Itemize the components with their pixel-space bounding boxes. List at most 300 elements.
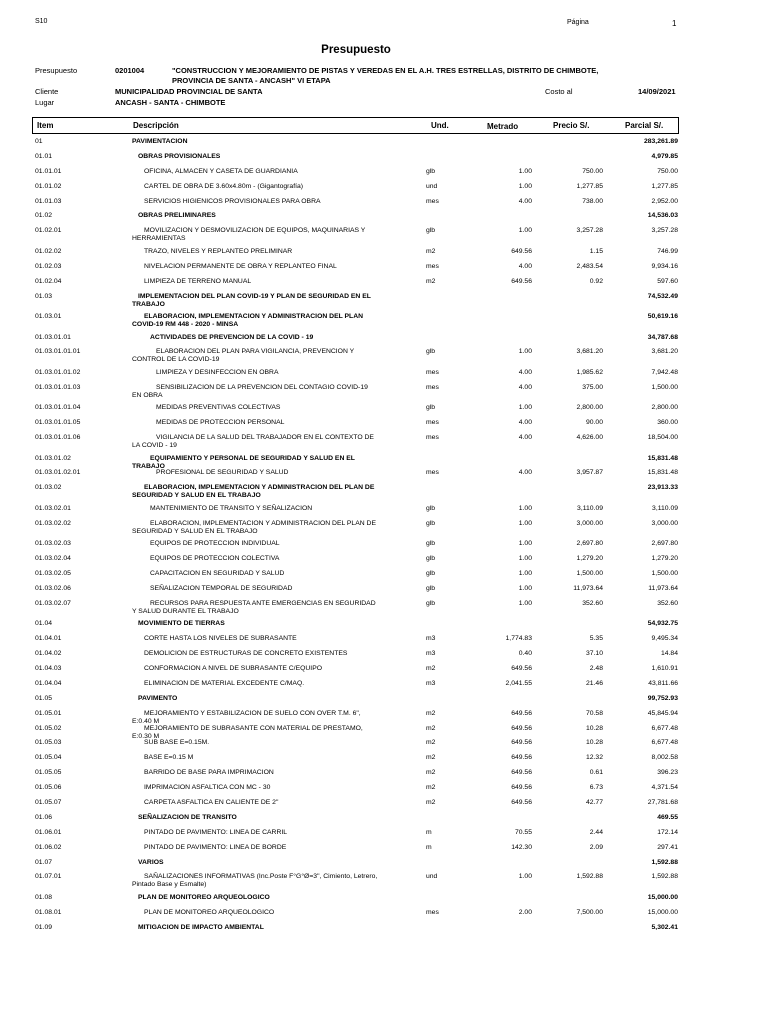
cost-date-label: Costo al <box>545 87 573 96</box>
item-partial: 15,000.00 <box>647 908 678 916</box>
item-unit: glb <box>426 348 436 356</box>
item-description: NIVELACION PERMANENTE DE OBRA Y REPLANTEO FINAL <box>144 262 337 270</box>
item-description: ELABORACION, IMPLEMENTACION Y ADMINISTRACION DEL PLAN DE SEGURIDAD Y SALUD EN EL TRABAJO <box>132 484 375 500</box>
item-price: 1.15 <box>589 247 603 255</box>
item-partial: 1,592.88 <box>651 873 678 881</box>
item-metrado: 4.00 <box>518 262 532 270</box>
item-description: IMPLEMENTACION DEL PLAN COVID-19 Y PLAN DE SEGURIDAD EN EL TRABAJO <box>132 292 371 308</box>
item-metrado: 1.00 <box>518 167 532 175</box>
cost-date: 14/09/2021 <box>638 87 676 96</box>
item-description: ACTIVIDADES DE PREVENCION DE LA COVID - 19 <box>150 333 314 341</box>
page-label: Página <box>567 19 589 26</box>
item-price: 3,110.09 <box>577 504 603 512</box>
item-metrado: 4.00 <box>518 469 532 477</box>
item-metrado: 1.00 <box>518 227 532 235</box>
budget-item-row <box>0 768 768 783</box>
item-metrado: 1.00 <box>518 348 532 356</box>
item-partial: 2,697.80 <box>651 540 678 548</box>
item-partial: 1,500.00 <box>651 570 678 578</box>
col-unit: Und. <box>431 121 449 130</box>
item-code: 01.04.03 <box>35 664 62 672</box>
item-price: 2.09 <box>589 843 603 851</box>
item-partial: 4,371.54 <box>651 784 678 792</box>
budget-item-row <box>0 908 768 923</box>
item-metrado: 4.00 <box>518 368 532 376</box>
item-partial: 14,536.03 <box>647 212 678 220</box>
item-description: MEJORAMIENTO DE SUBRASANTE CON MATERIAL DE PRESTAMO, E:0.30 M <box>132 724 363 740</box>
item-metrado: 2,041.55 <box>505 679 532 687</box>
item-partial: 14.84 <box>660 650 678 658</box>
item-metrado: 1.00 <box>518 519 532 527</box>
budget-title-row <box>0 152 768 167</box>
budget-item-row <box>0 383 768 404</box>
col-description: Descripción <box>133 121 179 130</box>
item-metrado: 649.56 <box>511 709 532 717</box>
item-price: 352.60 <box>582 599 603 607</box>
item-metrado: 2.00 <box>518 908 532 916</box>
item-description: MEJORAMIENTO Y ESTABILIZACION DE SUELO CON OVER T.M. 6", E:0.40 M <box>132 709 361 725</box>
item-description: LIMPIEZA DE TERRENO MANUAL <box>144 277 252 285</box>
item-description: OBRAS PROVISIONALES <box>138 152 221 160</box>
item-metrado: 1,774.83 <box>505 635 532 643</box>
document-title: Presupuesto <box>321 44 391 56</box>
item-code: 01.03.01.01.03 <box>35 383 81 391</box>
item-code: 01.03.01.01.02 <box>35 368 81 376</box>
item-unit: mes <box>426 262 439 270</box>
item-metrado: 0.40 <box>518 650 532 658</box>
item-partial: 396.23 <box>657 769 678 777</box>
client-value: MUNICIPALIDAD PROVINCIAL DE SANTA <box>115 87 263 96</box>
budget-title-row <box>0 333 768 348</box>
item-code: 01.05.05 <box>35 769 62 777</box>
item-description: LIMPIEZA Y DESINFECCION EN OBRA <box>156 368 279 376</box>
item-code: 01.03.02.03 <box>35 540 71 548</box>
item-partial: 74,532.49 <box>647 292 678 300</box>
item-unit: glb <box>426 504 436 512</box>
item-price: 37.10 <box>585 650 603 658</box>
item-partial: 9,495.34 <box>651 635 678 643</box>
item-code: 01.07 <box>35 858 53 866</box>
item-code: 01.03.02 <box>35 484 62 492</box>
item-partial: 750.00 <box>657 167 678 175</box>
item-unit: m3 <box>426 650 436 658</box>
item-description: DEMOLICION DE ESTRUCTURAS DE CONCRETO EXISTENTES <box>144 650 348 658</box>
item-code: 01.01.01 <box>35 167 62 175</box>
item-description: BASE E=0.15 M <box>144 754 194 762</box>
item-unit: glb <box>426 555 436 563</box>
budget-item-row <box>0 709 768 724</box>
budget-item-row <box>0 798 768 813</box>
item-partial: 9,934.16 <box>651 262 678 270</box>
item-description: PAVIMENTACION <box>132 138 188 145</box>
item-partial: 4,979.85 <box>651 152 678 160</box>
item-partial: 172.14 <box>657 828 678 836</box>
item-metrado: 649.56 <box>511 769 532 777</box>
item-price: 3,681.20 <box>576 348 603 356</box>
item-partial: 15,831.48 <box>647 469 678 477</box>
item-metrado: 1.00 <box>518 584 532 592</box>
budget-item-row <box>0 679 768 694</box>
budget-code: 0201004 <box>115 66 145 75</box>
budget-title-row <box>0 893 768 908</box>
item-unit: mes <box>426 368 439 376</box>
item-partial: 2,952.00 <box>651 197 678 205</box>
item-description: PLAN DE MONITOREO ARQUEOLOGICO <box>138 893 270 901</box>
budget-item-row <box>0 664 768 679</box>
item-price: 42.77 <box>585 799 603 806</box>
item-metrado: 1.00 <box>518 504 532 512</box>
item-partial: 34,787.68 <box>647 333 678 341</box>
budget-table-body <box>0 137 768 938</box>
item-unit: mes <box>426 197 439 205</box>
item-description: SENSIBILIZACION DE LA PREVENCION DEL CONTAGIO COVID-19 EN OBRA <box>132 383 368 399</box>
item-description: VARIOS <box>138 858 164 866</box>
item-metrado: 4.00 <box>518 383 532 391</box>
item-partial: 1,610.91 <box>651 664 678 672</box>
item-price: 10.28 <box>585 739 603 747</box>
item-description: MOVILIZACION Y DESMOVILIZACION DE EQUIPOS, MAQUINARIAS Y HERRAMIENTAS <box>132 227 366 243</box>
item-partial: 6,677.48 <box>651 724 678 732</box>
item-price: 21.46 <box>585 679 603 687</box>
budget-title-row <box>0 694 768 709</box>
item-metrado: 649.56 <box>511 247 532 255</box>
budget-item-row <box>0 724 768 739</box>
item-unit: m2 <box>426 799 436 806</box>
budget-item-row <box>0 519 768 540</box>
item-code: 01.05.03 <box>35 739 62 747</box>
item-unit: mes <box>426 383 439 391</box>
item-price: 0.92 <box>589 277 603 285</box>
item-unit: m2 <box>426 664 436 672</box>
item-description: OBRAS PRELIMINARES <box>138 212 216 220</box>
budget-item-row <box>0 649 768 664</box>
budget-item-row <box>0 197 768 212</box>
item-partial: 23,913.33 <box>647 484 678 492</box>
item-description: MANTENIMIENTO DE TRANSITO Y SEÑALIZACION <box>150 504 313 512</box>
item-unit: m2 <box>426 247 436 255</box>
item-code: 01.05.07 <box>35 799 62 806</box>
item-metrado: 649.56 <box>511 724 532 732</box>
item-partial: 45,845.94 <box>647 709 678 717</box>
item-unit: m2 <box>426 724 436 732</box>
budget-item-row <box>0 738 768 753</box>
item-metrado: 70.55 <box>514 828 532 836</box>
item-price: 6.73 <box>589 784 603 792</box>
item-code: 01.01 <box>35 152 53 160</box>
item-price: 3,957.87 <box>576 469 603 477</box>
budget-item-row <box>0 368 768 383</box>
item-unit: glb <box>426 227 436 235</box>
item-price: 4,626.00 <box>576 434 603 442</box>
item-metrado: 1.00 <box>518 540 532 548</box>
item-code: 01.05 <box>35 694 53 702</box>
item-price: 3,000.00 <box>576 519 603 527</box>
item-partial: 469.55 <box>657 813 678 821</box>
item-metrado: 649.56 <box>511 664 532 672</box>
item-code: 01.08.01 <box>35 908 62 916</box>
item-partial: 3,110.09 <box>652 504 678 512</box>
item-partial: 3,257.28 <box>651 227 678 235</box>
item-partial: 27,781.68 <box>647 799 678 806</box>
budget-item-row <box>0 753 768 768</box>
software-code: S10 <box>35 18 48 25</box>
item-description: MOVIMIENTO DE TIERRAS <box>138 620 225 628</box>
item-metrado: 649.56 <box>511 799 532 806</box>
item-description: EQUIPAMIENTO Y PERSONAL DE SEGURIDAD Y SALUD EN EL TRABAJO <box>132 454 355 470</box>
item-code: 01.04.04 <box>35 679 62 687</box>
item-unit: glb <box>426 570 436 578</box>
item-unit: glb <box>426 167 436 175</box>
item-code: 01.03.02.01 <box>35 504 71 512</box>
item-description: SEÑALIZACION DE TRANSITO <box>138 813 237 821</box>
item-code: 01.03.02.06 <box>35 584 71 592</box>
item-code: 01.03.01.01.05 <box>35 419 81 427</box>
item-code: 01.03.01.02 <box>35 454 71 462</box>
budget-item-row <box>0 277 768 292</box>
item-price: 11,973.64 <box>573 584 603 592</box>
item-description: SERVICIOS HIGIENICOS PROVISIONALES PARA OBRA <box>144 197 321 205</box>
item-unit: mes <box>426 419 439 427</box>
item-unit: glb <box>426 519 436 527</box>
item-unit: mes <box>426 908 439 916</box>
item-unit: m3 <box>426 635 436 643</box>
item-unit: m2 <box>426 769 436 777</box>
item-description: ELABORACION DEL PLAN PARA VIGILANCIA, PREVENCION Y CONTROL DE LA COVID-19 <box>132 348 355 364</box>
item-metrado: 1.00 <box>518 182 532 190</box>
col-metrado: Metrado <box>487 122 519 131</box>
item-description: ELIMINACION DE MATERIAL EXCEDENTE C/MAQ. <box>144 679 305 687</box>
item-code: 01.06.01 <box>35 828 62 836</box>
budget-item-row <box>0 226 768 247</box>
item-price: 10.28 <box>585 724 603 732</box>
item-price: 3,257.28 <box>576 227 603 235</box>
table-header <box>32 117 679 134</box>
item-metrado: 649.56 <box>511 277 532 285</box>
item-description: PAVIMENTO <box>138 694 178 702</box>
item-partial: 8,002.58 <box>651 754 678 762</box>
budget-name-line1: "CONSTRUCCION Y MEJORAMIENTO DE PISTAS Y VEREDAS EN EL A.H. TRES ESTRELLAS, DISTRITO DE CHIMBOTE, <box>172 66 599 75</box>
item-unit: m2 <box>426 709 436 717</box>
item-metrado: 1.00 <box>518 599 532 607</box>
item-unit: und <box>426 182 438 190</box>
item-code: 01.03.01.01.04 <box>35 404 81 412</box>
item-code: 01.03 <box>35 292 53 300</box>
item-metrado: 4.00 <box>518 419 532 427</box>
item-description: CARTEL DE OBRA DE 3.60x4.80m - (Gigantografía) <box>144 182 304 190</box>
item-description: TRAZO, NIVELES Y REPLANTEO PRELIMINAR <box>144 247 293 255</box>
item-description: CARPETA ASFALTICA EN CALIENTE DE 2" <box>144 799 279 806</box>
item-code: 01.03.01.01 <box>35 333 71 341</box>
item-code: 01.03.01.01.01 <box>35 348 81 356</box>
item-code: 01.02 <box>35 212 53 220</box>
item-description: PINTADO DE PAVIMENTO: LINEA DE CARRIL <box>144 828 288 836</box>
item-description: ELABORACION, IMPLEMENTACION Y ADMINISTRACION DEL PLAN DE SEGURIDAD Y SALUD EN EL TRABAJO <box>132 519 376 535</box>
item-partial: 1,277.85 <box>651 182 678 190</box>
budget-name-line2: PROVINCIA DE SANTA - ANCASH" VI ETAPA <box>172 76 331 85</box>
item-code: 01 <box>35 138 43 145</box>
page-number: 1 <box>672 19 677 28</box>
item-price: 1,985.62 <box>576 368 603 376</box>
item-code: 01.03.01.02.01 <box>35 469 81 477</box>
item-description: MEDIDAS PREVENTIVAS COLECTIVAS <box>156 404 281 412</box>
item-partial: 54,932.75 <box>647 620 678 628</box>
item-description: MITIGACION DE IMPACTO AMBIENTAL <box>138 923 264 931</box>
item-partial: 1,592.88 <box>651 858 678 866</box>
item-price: 1,592.88 <box>576 873 603 881</box>
budget-title-row <box>0 619 768 634</box>
item-partial: 11,973.64 <box>648 584 678 592</box>
budget-item-row <box>0 182 768 197</box>
item-code: 01.05.01 <box>35 709 62 717</box>
item-partial: 1,500.00 <box>651 383 678 391</box>
item-partial: 7,942.48 <box>651 368 678 376</box>
item-price: 5.35 <box>589 635 603 643</box>
item-description: CORTE HASTA LOS NIVELES DE SUBRASANTE <box>144 635 297 643</box>
budget-item-row <box>0 418 768 433</box>
col-parcial: Parcial S/. <box>625 121 664 130</box>
item-price: 2,697.80 <box>576 540 603 548</box>
budget-title-row <box>0 454 768 469</box>
item-unit: m2 <box>426 784 436 792</box>
item-partial: 2,800.00 <box>651 404 678 412</box>
item-unit: glb <box>426 540 436 548</box>
client-label: Cliente <box>35 87 59 96</box>
budget-item-row <box>0 783 768 798</box>
budget-item-row <box>0 403 768 418</box>
item-unit: und <box>426 873 438 881</box>
item-description: SAÑALIZACIONES INFORMATIVAS (Inc.Poste F°G°Ø=3", Cimiento, Letrero, Pintado Base y Esmalte) <box>132 873 378 889</box>
budget-item-row <box>0 554 768 569</box>
item-unit: m <box>426 828 432 836</box>
budget-title-row <box>0 211 768 226</box>
item-partial: 5,302.41 <box>651 923 678 931</box>
item-code: 01.03.02.04 <box>35 555 71 563</box>
item-unit: m3 <box>426 679 436 687</box>
item-code: 01.01.03 <box>35 197 62 205</box>
item-code: 01.02.03 <box>35 262 62 270</box>
item-code: 01.04 <box>35 620 53 628</box>
item-unit: glb <box>426 404 436 412</box>
item-code: 01.03.02.07 <box>35 599 71 607</box>
budget-item-row <box>0 828 768 843</box>
budget-label: Presupuesto <box>35 66 78 75</box>
item-partial: 6,677.48 <box>651 739 678 747</box>
item-partial: 43,811.66 <box>648 679 678 687</box>
item-partial: 352.60 <box>657 599 678 607</box>
item-code: 01.08 <box>35 893 53 901</box>
item-description: RECURSOS PARA RESPUESTA ANTE EMERGENCIAS EN SEGURIDAD Y SALUD DURANTE EL TRABAJO <box>132 599 376 615</box>
item-price: 1,279.20 <box>576 555 603 563</box>
budget-item-row <box>0 262 768 277</box>
item-metrado: 649.56 <box>511 739 532 747</box>
item-unit: m2 <box>426 754 436 762</box>
col-item: Item <box>37 121 54 130</box>
item-partial: 3,000.00 <box>651 519 678 527</box>
item-partial: 3,681.20 <box>651 348 678 356</box>
item-description: EQUIPOS DE PROTECCION COLECTIVA <box>150 555 280 563</box>
item-code: 01.04.01 <box>35 635 62 643</box>
item-metrado: 1.00 <box>518 873 532 881</box>
item-metrado: 4.00 <box>518 434 532 442</box>
item-code: 01.06 <box>35 813 53 821</box>
item-description: OFICINA, ALMACEN Y CASETA DE GUARDIANIA <box>144 167 298 175</box>
item-price: 90.00 <box>585 419 603 427</box>
item-description: IMPRIMACION ASFALTICA CON MC - 30 <box>144 784 271 792</box>
item-price: 738.00 <box>582 197 603 205</box>
budget-item-row <box>0 569 768 584</box>
item-code: 01.02.01 <box>35 227 62 235</box>
item-price: 1,500.00 <box>576 570 603 578</box>
item-partial: 18,504.00 <box>647 434 678 442</box>
item-partial: 597.60 <box>657 277 678 285</box>
budget-item-row <box>0 247 768 262</box>
budget-item-row <box>0 167 768 182</box>
item-code: 01.03.02.05 <box>35 570 71 578</box>
budget-item-row <box>0 504 768 519</box>
col-precio: Precio S/. <box>553 121 590 130</box>
item-partial: 360.00 <box>657 419 678 427</box>
item-price: 2,800.00 <box>576 404 603 412</box>
item-code: 01.03.01 <box>35 313 62 321</box>
item-price: 12.32 <box>585 754 603 762</box>
item-description: PLAN DE MONITOREO ARQUEOLOGICO <box>144 908 275 916</box>
budget-item-row <box>0 433 768 454</box>
item-partial: 15,831.48 <box>647 454 678 462</box>
budget-title-row <box>0 858 768 873</box>
budget-item-row <box>0 634 768 649</box>
item-description: SEÑALIZACION TEMPORAL DE SEGURIDAD <box>150 584 293 592</box>
budget-title-row <box>0 137 768 152</box>
place-value: ANCASH - SANTA - CHIMBOTE <box>115 98 226 107</box>
item-unit: mes <box>426 469 439 477</box>
item-partial: 50,619.16 <box>647 313 678 321</box>
item-partial: 746.99 <box>657 247 678 255</box>
item-code: 01.03.02.02 <box>35 519 71 527</box>
item-code: 01.07.01 <box>35 873 62 881</box>
item-unit: glb <box>426 584 436 592</box>
budget-title-row <box>0 292 768 313</box>
item-description: CAPACITACION EN SEGURIDAD Y SALUD <box>150 570 285 578</box>
item-code: 01.02.02 <box>35 247 62 255</box>
item-unit: mes <box>426 434 439 442</box>
item-code: 01.02.04 <box>35 277 62 285</box>
item-code: 01.06.02 <box>35 843 62 851</box>
budget-title-row <box>0 483 768 504</box>
item-partial: 15,000.00 <box>647 893 678 901</box>
item-partial: 99,752.93 <box>647 694 678 702</box>
item-partial: 1,279.20 <box>651 555 678 563</box>
item-code: 01.09 <box>35 923 53 931</box>
item-description: EQUIPOS DE PROTECCION INDIVIDUAL <box>150 540 280 548</box>
item-partial: 297.41 <box>657 843 678 851</box>
item-price: 2.44 <box>589 828 603 836</box>
item-metrado: 4.00 <box>518 197 532 205</box>
budget-item-row <box>0 599 768 620</box>
item-unit: m2 <box>426 277 436 285</box>
budget-item-row <box>0 468 768 483</box>
item-metrado: 142.30 <box>511 843 532 851</box>
item-unit: m2 <box>426 739 436 747</box>
item-price: 1,277.85 <box>576 182 603 190</box>
item-description: CONFORMACION A NIVEL DE SUBRASANTE C/EQUIPO <box>144 664 323 672</box>
item-unit: glb <box>426 599 436 607</box>
item-description: PINTADO DE PAVIMENTO: LINEA DE BORDE <box>144 843 287 851</box>
item-code: 01.01.02 <box>35 182 62 190</box>
item-metrado: 1.00 <box>518 555 532 563</box>
item-description: PROFESIONAL DE SEGURIDAD Y SALUD <box>156 469 289 477</box>
item-price: 0.61 <box>589 769 603 777</box>
item-description: VIGILANCIA DE LA SALUD DEL TRABAJADOR EN EL CONTEXTO DE LA COVID - 19 <box>132 434 374 450</box>
